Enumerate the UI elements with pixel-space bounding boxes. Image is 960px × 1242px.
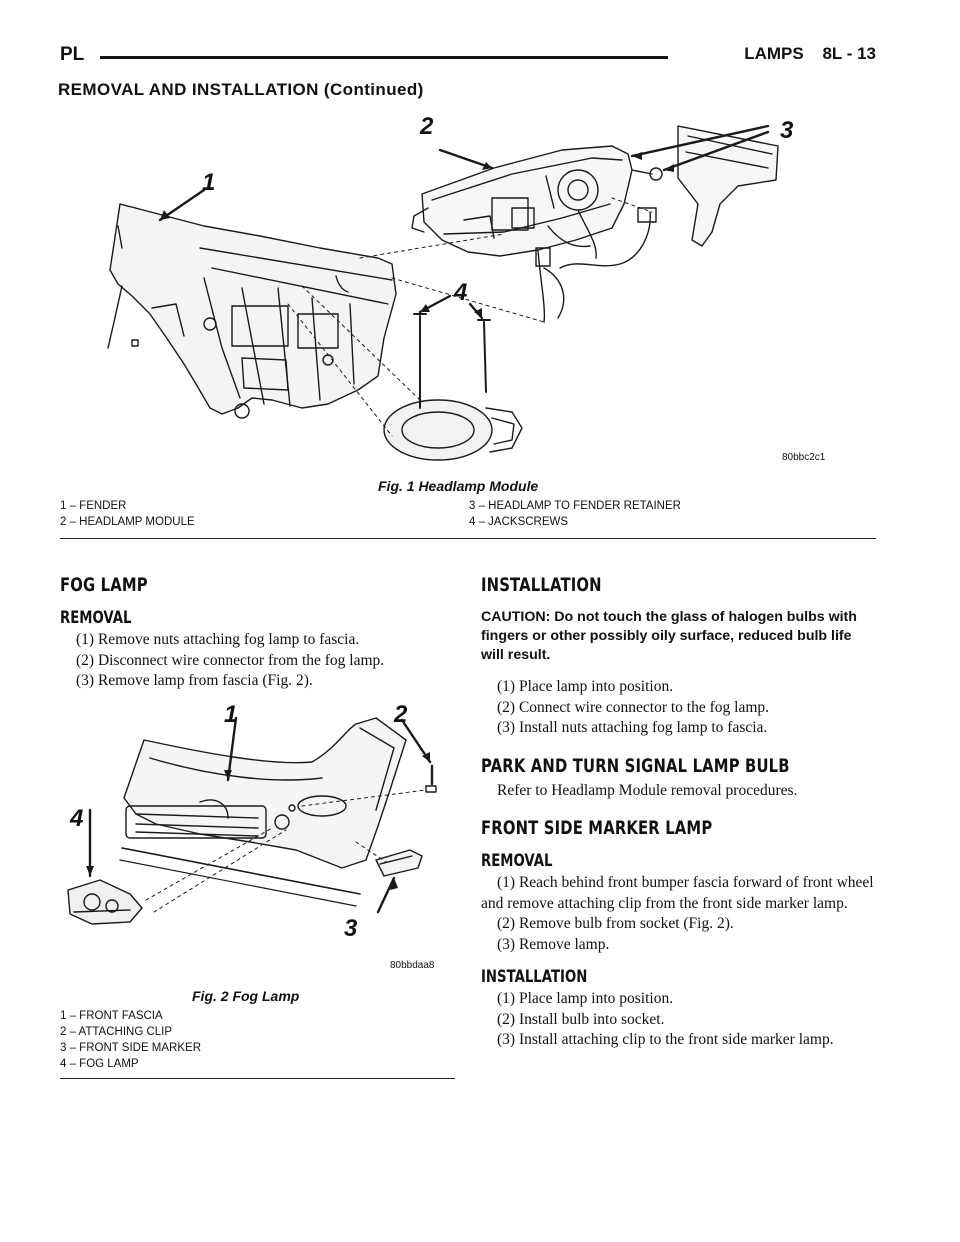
header-right <box>744 44 876 64</box>
figure2-title: Fig. 2 Fog Lamp <box>192 988 300 1004</box>
fog-removal-step: (3) Remove lamp from fascia (Fig. 2). <box>76 672 313 689</box>
fig2-code: 80bbdaa8 <box>390 960 435 971</box>
fig1-callout-3: 3 <box>780 117 794 144</box>
fig2-callout-2: 2 <box>394 701 408 728</box>
side-marker-removal-step: (3) Remove lamp. <box>497 935 610 953</box>
figure2-rule <box>60 1078 455 1079</box>
fog-removal-step: (1) Remove nuts attaching fog lamp to fascia. <box>76 631 360 648</box>
legend-item: 1 – FRONT FASCIA <box>60 1010 163 1022</box>
figure1-legend-left <box>60 498 195 530</box>
headlamp-module-drawing <box>412 146 662 258</box>
park-turn-text: Refer to Headlamp Module removal procedures. <box>497 781 798 799</box>
right-column <box>481 574 876 1051</box>
legend-item: 3 – FRONT SIDE MARKER <box>60 1042 202 1054</box>
fog-removal-step: (2) Disconnect wire connector from the fog lamp. <box>76 651 385 669</box>
fig1-callout-4: 4 <box>454 279 468 306</box>
side-marker-install-step: (2) Install bulb into socket. <box>497 1010 665 1028</box>
fog-removal-heading: REMOVAL <box>60 608 132 628</box>
side-marker-removal-step: (2) Remove bulb from socket (Fig. 2). <box>497 915 734 932</box>
figure1-legend-right <box>469 498 681 530</box>
header-rule <box>100 56 668 59</box>
side-marker-installation-heading: INSTALLATION <box>481 967 588 987</box>
front-fascia-drawing <box>120 718 406 906</box>
fig1-code: 80bbc2c1 <box>782 452 826 463</box>
figure2-legend <box>60 1008 201 1072</box>
legend-item: 4 – FOG LAMP <box>60 1058 139 1070</box>
jackscrews-drawing <box>414 314 490 408</box>
page-header <box>60 44 876 70</box>
side-marker-install-step: (1) Place lamp into position. <box>497 990 674 1007</box>
continued-heading: REMOVAL AND INSTALLATION (Continued) <box>58 80 424 99</box>
legend-item: 2 – HEADLAMP MODULE <box>60 516 195 528</box>
fog-lamp-heading: FOG LAMP <box>60 574 148 596</box>
fog-lamp-drawing <box>68 880 142 924</box>
page-number: 8L - 13 <box>822 44 876 63</box>
retainer-drawing <box>678 126 778 246</box>
side-marker-removal-step: (1) Reach behind front bumper fascia forward of front wheel and remove attaching clip from the front side marker lamp. <box>481 874 874 912</box>
fig2-callout-1: 1 <box>224 701 238 728</box>
side-marker-heading: FRONT SIDE MARKER LAMP <box>481 817 713 839</box>
fig2-callout-3: 3 <box>344 915 358 942</box>
legend-item: 4 – JACKSCREWS <box>469 516 569 528</box>
lamp-lower-drawing <box>384 400 522 460</box>
park-turn-heading: PARK AND TURN SIGNAL LAMP BULB <box>481 754 790 777</box>
chapter-name: LAMPS <box>744 44 804 63</box>
fender-drawing <box>108 204 396 418</box>
legend-item: 1 – FENDER <box>60 500 127 512</box>
figure1-rule <box>60 538 876 539</box>
attaching-clip-drawing <box>426 766 436 792</box>
fog-install-step: (3) Install nuts attaching fog lamp to fascia. <box>497 719 768 736</box>
legend-item: 3 – HEADLAMP TO FENDER RETAINER <box>469 500 681 512</box>
headlamp-module-illustration <box>92 108 840 470</box>
fog-install-step: (1) Place lamp into position. <box>497 678 674 695</box>
left-column <box>60 574 455 692</box>
side-marker-install-step: (3) Install attaching clip to the front side marker lamp. <box>497 1031 834 1048</box>
fog-install-step: (2) Connect wire connector to the fog lamp. <box>497 698 770 716</box>
fig1-callout-1: 1 <box>202 169 216 196</box>
side-marker-drawing <box>376 850 422 876</box>
fig1-callout-2: 2 <box>420 113 434 140</box>
side-marker-removal-heading: REMOVAL <box>481 851 553 871</box>
fog-lamp-illustration <box>60 700 455 980</box>
caution-note: CAUTION: Do not touch the glass of halogen bulbs with fingers or other possibly oily surface, reduced bulb life will result. <box>481 609 857 663</box>
figure1-title: Fig. 1 Headlamp Module <box>378 478 539 494</box>
legend-item: 2 – ATTACHING CLIP <box>60 1026 173 1038</box>
fog-installation-heading: INSTALLATION <box>481 574 602 596</box>
section-code: PL <box>60 44 85 65</box>
fig2-callout-4: 4 <box>70 805 84 832</box>
